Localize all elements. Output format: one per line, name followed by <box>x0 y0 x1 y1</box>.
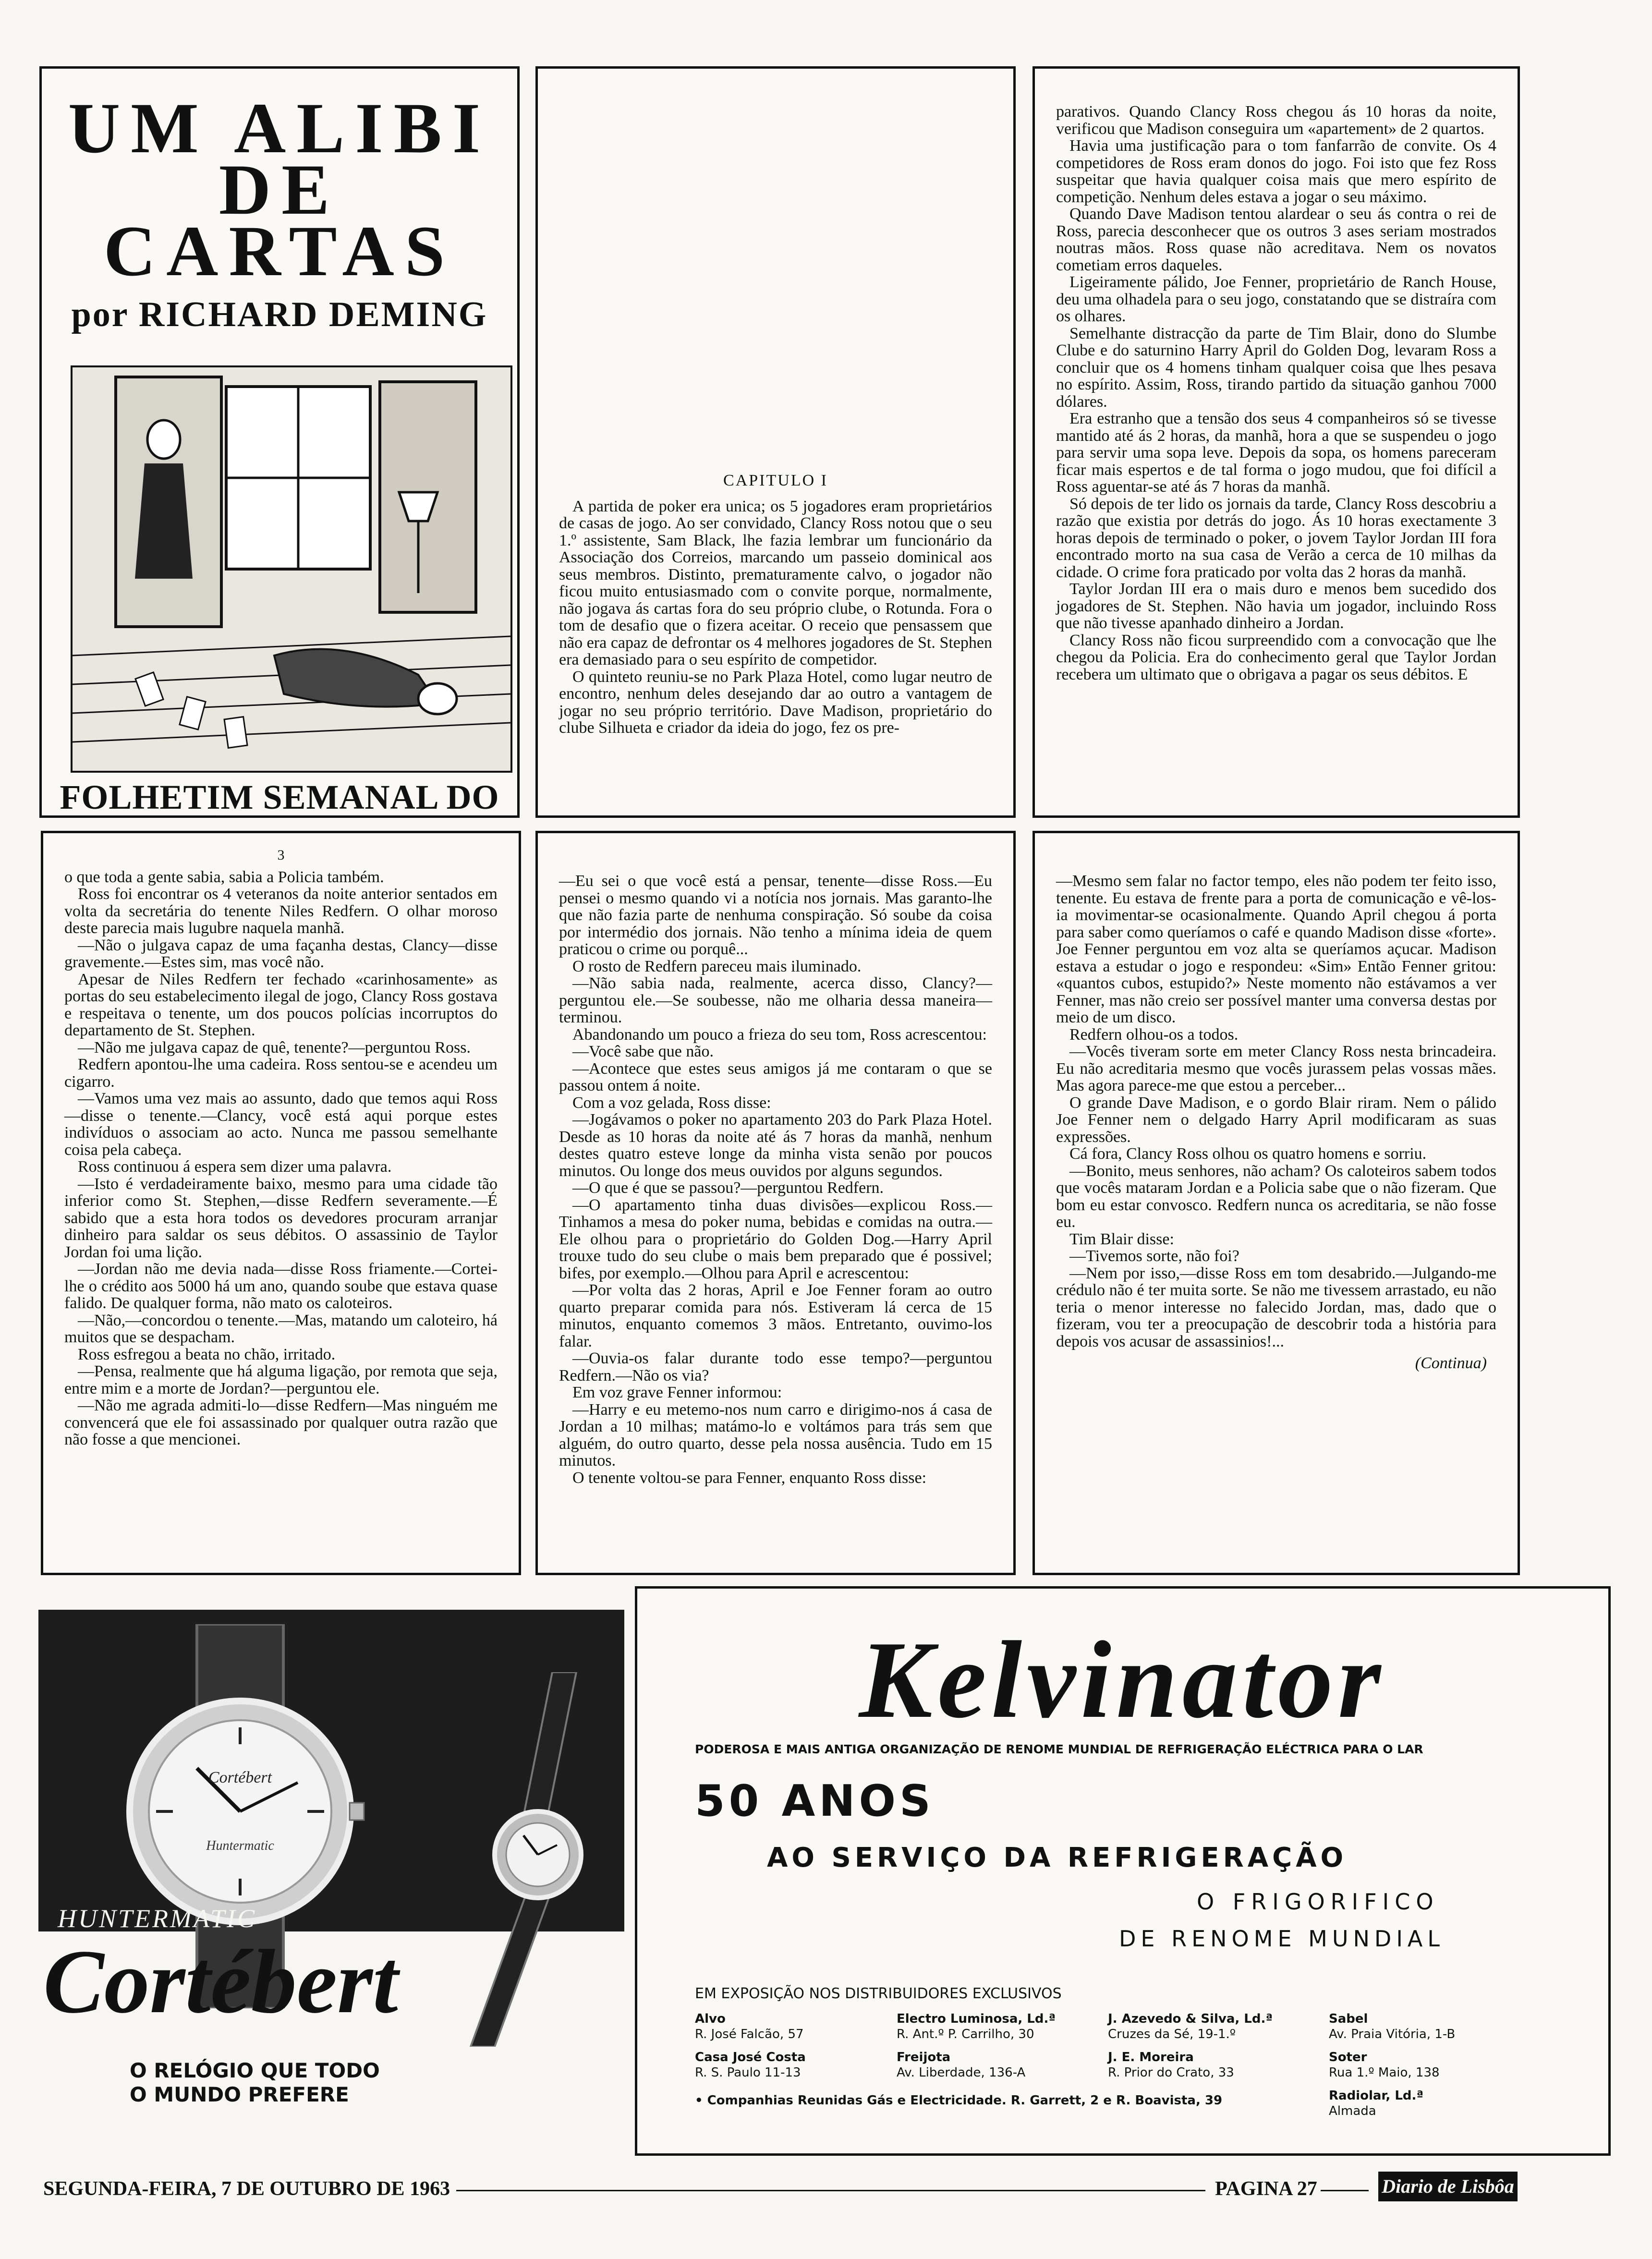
paragraph: Redfern apontou-lhe uma cadeira. Ross sentou-se e acendeu um cigarro. <box>64 1056 498 1091</box>
column-three <box>1032 66 1520 818</box>
distributor-je-moreira: J. E. Moreira R. Prior do Crato, 33 <box>1108 2050 1234 2080</box>
paragraph: —Jordan não me devia nada—disse Ross friamente.—Cortei-lhe o crédito aos 5000 há um ano, quando soube que estava quase falido. De qualquer forma, não mato os caloteiros. <box>64 1260 498 1312</box>
distributor-radiolar: Radiolar, Ld.ª Almada <box>1329 2089 1424 2118</box>
exposure-heading: EM EXPOSIÇÃO NOS DISTRIBUIDORES EXCLUSIVOS <box>695 1985 1062 2002</box>
paragraph: Abandonando um pouco a frieza do seu tom, Ross acrescentou: <box>572 1025 987 1044</box>
service-heading: AO SERVIÇO DA REFRIGERAÇÃO <box>767 1842 1348 1873</box>
folhetim-heading: FOLHETIM SEMANAL DO <box>60 778 499 816</box>
paragraph: —Tivemos sorte, não foi? <box>1069 1247 1239 1265</box>
paragraph: —O apartamento tinha duas divisões—explicou Ross.—Tinhamos a mesa do poker numa, bebidas e comidas na outra.—Ele olhou para o proprietário do Golden Dog.—Harry April trouxe tudo do seu clube o mais bem preparado que é possivel; bifes, por exemplo.—Olhou para April e acrescentou: <box>559 1196 992 1282</box>
paragraph: —Não me julgava capaz de quê, tenente?—perguntou Ross. <box>78 1038 471 1057</box>
paragraph: —Vocês tiveram sorte em meter Clancy Ross nesta brincadeira. Eu não acreditaria mesmo que vocês jurassem pelas vossas mães. Mas agora parece-me que estou a perceber... <box>1056 1043 1496 1094</box>
paragraph: Tim Blair disse: <box>1069 1230 1174 1248</box>
distributor-companhias-reunidas: • Companhias Reunidas Gás e Electricidade. R. Garrett, 2 e R. Boavista, 39 <box>695 2093 1223 2108</box>
page-footer <box>43 2169 1522 2207</box>
paragraph: Ross foi encontrar os 4 veteranos da noite anterior sentados em volta da secretária do tenente Niles Redfern. O olhar moroso deste parecia mais lugubre naquela manhã. <box>64 885 498 937</box>
distributor-azevedo-silva: J. Azevedo & Silva, Ld.ª Cruzes da Sé, 19-1.º <box>1108 2012 1273 2041</box>
paragraph: Com a voz gelada, Ross disse: <box>572 1093 771 1112</box>
paragraph: Taylor Jordan III era o mais duro e menos bem sucedido dos jogadores de St. Stephen. Não havia um jogador, incluindo Ross que não tivesse apanhado dinheiro a Jordan. <box>1056 580 1496 632</box>
distributor-freijota: Freijota Av. Liberdade, 136-A <box>897 2050 1026 2080</box>
cortebert-slogan: O RELÓGIO QUE TODO O MUNDO PREFERE <box>130 2059 380 2106</box>
paragraph: Quando Dave Madison tentou alardear o seu ás contra o rei de Ross, parecia desconhecer que os outros 3 ases seriam mostrados noutras mãos. Ross quase não acreditava. Nem os novatos cometiam erros daqueles. <box>1056 205 1496 274</box>
paragraph: Semelhante distracção da parte de Tim Blair, dono do Slumbe Clube e do saturnino Harry April do Golden Dog, levaram Ross a concluir que os 4 homens tinham qualquer coisa que lhes pesava no espírito. Assim, Ross, tirando partido da situação ganhou 7000 dólares. <box>1056 324 1496 411</box>
frigorifico-line: O FRIGORIFICO <box>1197 1889 1439 1915</box>
distributor-casa-jose-costa: Casa José Costa R. S. Paulo 11-13 <box>695 2050 806 2080</box>
paragraph: —Você sabe que não. <box>572 1043 714 1060</box>
paragraph: —Harry e eu metemo-nos num carro e dirigimo-nos á casa de Jordan a 10 milhas; matámo-lo e voltámos para trás sem que alguém, do outro quarto, desse pela nossa ausência. Tudo em 15 minutos. <box>559 1400 992 1470</box>
renome-line: DE RENOME MUNDIAL <box>1119 1926 1445 1952</box>
footer-page-number: PAGINA 27 <box>1215 2178 1317 2200</box>
paragraph: —O que é que se passou?—perguntou Redfern. <box>572 1179 884 1197</box>
huntermatic-label: HUNTERMATIC <box>58 1904 257 1933</box>
paragraph: —Bonito, meus senhores, não acham? Os caloteiros sabem todos que vocês mataram Jordan e a Policia sabe que o não fizeram. Que bom eu estar convosco. Redfern nunca os acreditaria, se não fosse eu. <box>1056 1162 1496 1231</box>
paragraph: O grande Dave Madison, e o gordo Blair riram. Nem o pálido Joe Fenner nem o delgado Harry April modificaram as suas expressões. <box>1056 1093 1496 1146</box>
watch-dial-brand: Cortébert <box>208 1769 272 1786</box>
distributor-soter: Soter Rua 1.º Maio, 138 <box>1329 2050 1440 2080</box>
column-chapter-one <box>535 66 1016 818</box>
paragraph: O tenente voltou-se para Fenner, enquanto Ross disse: <box>572 1469 927 1487</box>
paragraph: Ligeiramente pálido, Joe Fenner, proprietário de Ranch House, deu uma olhadela para o seu jogo, constatando que se distraíra com os olhares. <box>1056 273 1496 325</box>
author-byline: por RICHARD DEMING <box>71 295 488 334</box>
serial-title: UM ALIBI DE CARTAS <box>68 88 491 291</box>
paragraph: —Por volta das 2 horas, April e Joe Fenner foram ao outro quarto preparar comida para nós. Estiveram lá cerca de 15 minutos, enquanto comemos 3 mãos. Entretanto, ouvimo-los falar. <box>559 1281 992 1350</box>
paragraph: —Não o julgava capaz de uma façanha destas, Clancy—disse gravemente.—Estes sim, mas você não. <box>64 936 498 971</box>
paragraph: Ross continuou á espera sem dizer uma palavra. <box>78 1158 392 1176</box>
kelvinator-logo: Kelvinator <box>859 1618 1386 1741</box>
paragraph: —Pensa, realmente que há alguma ligação, por remota que seja, entre mim e a morte de Jordan?—perguntou ele. <box>64 1362 498 1397</box>
paragraph: Ross esfregou a beata no chão, irritado. <box>78 1345 336 1363</box>
paragraph: Redfern olhou-os a todos. <box>1069 1025 1239 1044</box>
paragraph: A partida de poker era unica; os 5 jogadores eram proprietários de casas de jogo. Ao ser convidado, Clancy Ross notou que o seu 1.º assistente, Sam Black, lhe fazia lembrar um funcionário da Associação dos Correios, marcando um passeio dominical aos seus membros. Distinto, prematuramente calvo, o jogador não ficou muito entusiasmado com o convite porque, normalmente, não jogava ás cartas fora do seu próprio clube, o Rotunda. Fora o tom de desafio que o fizera aceitar. O receio que pensassem que não era capaz de defrontar os 4 melhores jogadores de St. Stephen era demasiado para o seu espírito de competidor. <box>559 497 992 668</box>
distributor-sabel: Sabel Av. Praia Vitória, 1-B <box>1329 2012 1456 2041</box>
paragraph: —Não me agrada admiti-lo—disse Redfern—Mas ninguém me convencerá que ele foi assassinado por qualquer outra razão que não fosse a que mencionei. <box>64 1397 498 1448</box>
small-watch-illustration <box>451 1672 605 2047</box>
paragraph: Clancy Ross não ficou surpreendido com a convocação que lhe chegou da Policia. Era do conhecimento geral que Taylor Jordan recebera um ultimato que o obrigava a pagar os seus débitos. E <box>1056 631 1496 683</box>
fifty-years-heading: 50 ANOS <box>695 1776 935 1826</box>
paragraph: Era estranho que a tensão dos seus 4 companheiros só se tivesse mantido até ás 2 horas, da manhã, hora a que se suspendeu o jogo para servir uma sopa leve. Depois da sopa, os homens pareceram ficar mais espertos e de tal forma o jogo mudou, que foi difícil a Ross aguentar-se até ás 7 horas da manhã. <box>1056 410 1496 496</box>
story-illustration <box>71 365 512 773</box>
paragraph: —Mesmo sem falar no factor tempo, eles não podem ter feito isso, tenente. Eu estava de frente para a porta de comunicação e vê-los-ia movimentar-se ocasionalmente. Quando April chegou á porta para saber como queríamos o café e quando Madison disse «forte». Joe Fenner perguntou em voz alta se queríamos açucar. Madison estava a estudar o jogo e respondeu: «Sim» Então Fenner gritou: «quantos cubos, estupido?» Neste momento não estávamos a ver Fenner, mas não creio ser possível manter uma conversa destas por meio de um disco. <box>1056 872 1496 1026</box>
paragraph: —Isto é verdadeiramente baixo, mesmo para uma cidade tão inferior como St. Stephen,—disse Redfern severamente.—É sabido que a esta hora todos os devedores procuram arranjar dinheiro para saldar os seus débitos. O assassinio de Taylor Jordan foi uma lição. <box>64 1175 498 1261</box>
distributor-electro-luminosa: Electro Luminosa, Ld.ª R. Ant.º P. Carrilho, 30 <box>897 2012 1056 2041</box>
watch-dial-model: Huntermatic <box>206 1838 274 1853</box>
paragraph: Havia uma justificação para o tom fanfarrão de convite. Os 4 competidores de Ross eram donos do jogo. Foi isto que fez Ross suspeitar que havia qualquer coisa mais que mero espírito de competição. Nenhum deles estava a jogar o seu máximo. <box>1056 137 1496 206</box>
footer-rule-right <box>1321 2190 1369 2191</box>
column-four <box>41 831 521 1575</box>
paragraph: —Não,—concordou o tenente.—Mas, matando um caloteiro, há muitos que se despacham. <box>64 1311 498 1346</box>
paragraph: Cá fora, Clancy Ross olhou os quatro homens e sorriu. <box>1069 1145 1427 1163</box>
paragraph: Só depois de ter lido os jornais da tarde, Clancy Ross descobriu a razão que existia por detrás do jogo. Ás 10 horas exectamente 3 horas depois de terminado o poker, o jovem Taylor Jordan III fora encontrado morto na sua casa de Verão a cerca de 10 milhas da cidade. O crime fora praticado por volta das 2 horas da manhã. <box>1056 495 1496 581</box>
paragraph: parativos. Quando Clancy Ross chegou ás 10 horas da noite, verificou que Madison conseguira um «apartement» de 2 quartos. <box>1056 103 1496 138</box>
paragraph: Em voz grave Fenner informou: <box>572 1384 782 1401</box>
distributor-alvo: Alvo R. José Falcão, 57 <box>695 2012 804 2041</box>
continua-note: (Continua) <box>1415 1354 1487 1372</box>
column-five <box>535 831 1016 1575</box>
cortebert-advertisement <box>38 1610 624 2128</box>
paragraph: —Acontece que estes seus amigos já me contaram o que se passou ontem á noite. <box>559 1059 992 1094</box>
paragraph: —Jogávamos o poker no apartamento 203 do Park Plaza Hotel. Desde as 10 horas da noite até ás 7 horas da manhã, nenhum destes quatro esteve longe da minha vista senão por poucos minutos. Ou longe dos meus ouvidos por alguns segundos. <box>559 1111 992 1180</box>
column-six <box>1032 831 1520 1575</box>
paragraph: O rosto de Redfern pareceu mais iluminado. <box>572 957 862 975</box>
paragraph: o que toda a gente sabia, sabia a Policia também. <box>64 868 384 886</box>
paragraph: O quinteto reuniu-se no Park Plaza Hotel, como lugar neutro de encontro, nenhum deles desejando dar ao outro a vantagem de jogar no seu próprio território. Dave Madison, proprietário do clube Silhueta e criador da ideia do jogo, fez os pre- <box>559 668 992 737</box>
paragraph: Apesar de Niles Redfern ter fechado «carinhosamente» as portas do seu estabelecimento ilegal de jogo, Clancy Ross gostava e respeitava o tenente, um dos poucos polícias incorruptos do departamento de St. Stephen. <box>64 970 498 1039</box>
kelvinator-tagline: PODEROSA E MAIS ANTIGA ORGANIZAÇÃO DE RENOME MUNDIAL DE REFRIGERAÇÃO ELÉCTRICA PARA O LAR <box>695 1742 1423 1756</box>
page-number: 3 <box>277 847 285 863</box>
paragraph: —Eu sei o que você está a pensar, tenente—disse Ross.—Eu pensei o mesmo quando vi a notícia nos jornais. Mas garanto-lhe que não fazia parte de nenhuma conspiração. Só soube da coisa por intermédio dos jornais. Não tenho a mínima ideia de quem praticou o crime ou porquê... <box>559 872 992 958</box>
footer-newspaper-logo: Diario de Lisbôa <box>1378 2172 1518 2201</box>
chapter-heading: CAPITULO I <box>723 472 828 489</box>
title-panel <box>39 66 520 818</box>
cortebert-logo: Cortébert <box>43 1931 398 2032</box>
paragraph: —Vamos uma vez mais ao assunto, dado que temos aqui Ross—disse o tenente.—Clancy, você está aqui porque estes indivíduos o associam ao acto. Nunca me passou semelhante coisa pela cabeça. <box>64 1090 498 1159</box>
footer-rule-left <box>456 2190 1205 2191</box>
kelvinator-advertisement <box>635 1586 1611 2156</box>
footer-date: SEGUNDA-FEIRA, 7 DE OUTUBRO DE 1963 <box>43 2178 450 2200</box>
paragraph: —Não sabia nada, realmente, acerca disso, Clancy?—perguntou ele.—Se soubesse, não me olharia dessa maneira—terminou. <box>559 974 992 1026</box>
paragraph: —Nem por isso,—disse Ross em tom desabrido.—Julgando-me crédulo não é ter muita sorte. Se não me tivessem arrastado, eu não teria o menor interesse no falecido Jordan, mas, dado que o fizeram, vou ter a preocupação de descobrir toda a história para depois vos acusar de assassinios!... <box>1056 1264 1496 1350</box>
paragraph: —Ouvia-os falar durante todo esse tempo?—perguntou Redfern.—Não os via? <box>559 1349 992 1385</box>
